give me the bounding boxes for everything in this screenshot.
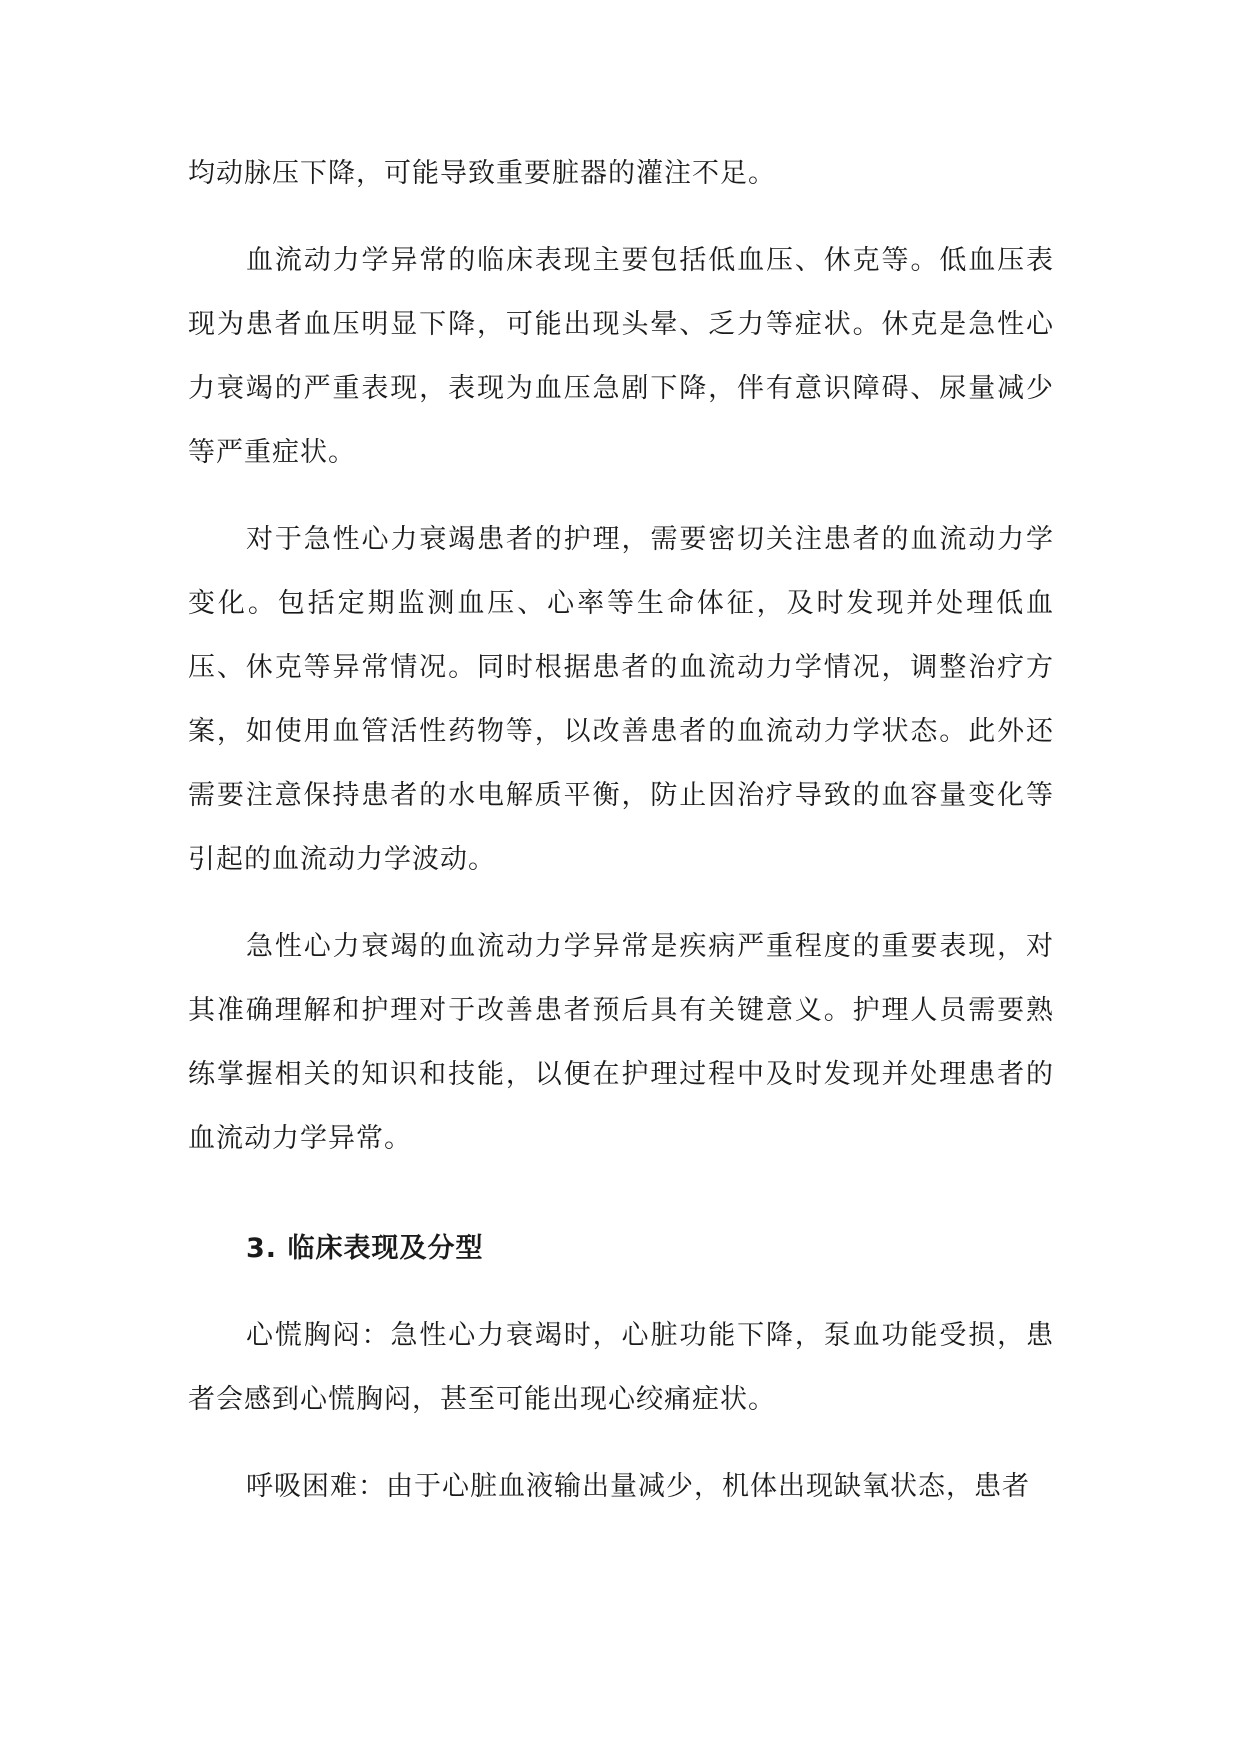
section-heading: 3. 临床表现及分型: [246, 1233, 484, 1264]
paragraph-dyspnea: 呼吸困难：由于心脏血液输出量减少，机体出现缺氧状态，患者: [246, 1471, 1030, 1502]
paragraph-significance: 急性心力衰竭的血流动力学异常是疾病严重程度的重要表现，对其准确理解和护理对于改善患者预后具有关键意义。护理人员需要熟练掌握相关的知识和技能，以便在护理过程中及时发现并处理患者的血流动力学异常。: [188, 931, 1054, 1154]
paragraph-continuation: 均动脉压下降，可能导致重要脏器的灌注不足。: [188, 158, 776, 189]
paragraph-clinical-manifestations: 血流动力学异常的临床表现主要包括低血压、休克等。低血压表现为患者血压明显下降，可能出现头晕、乏力等症状。休克是急性心力衰竭的严重表现，表现为血压急剧下降，伴有意识障碍、尿量减少等严重症状。: [188, 245, 1054, 468]
paragraph-nursing-care: 对于急性心力衰竭患者的护理，需要密切关注患者的血流动力学变化。包括定期监测血压、心率等生命体征，及时发现并处理低血压、休克等异常情况。同时根据患者的血流动力学情况，调整治疗方案，如使用血管活性药物等，以改善患者的血流动力学状态。此外还需要注意保持患者的水电解质平衡，防止因治疗导致的血容量变化等引起的血流动力学波动。: [188, 524, 1054, 875]
paragraph-palpitations: 心慌胸闷：急性心力衰竭时，心脏功能下降，泵血功能受损，患者会感到心慌胸闷，甚至可能出现心绞痛症状。: [188, 1320, 1054, 1415]
document-page: [188, 142, 1054, 1519]
